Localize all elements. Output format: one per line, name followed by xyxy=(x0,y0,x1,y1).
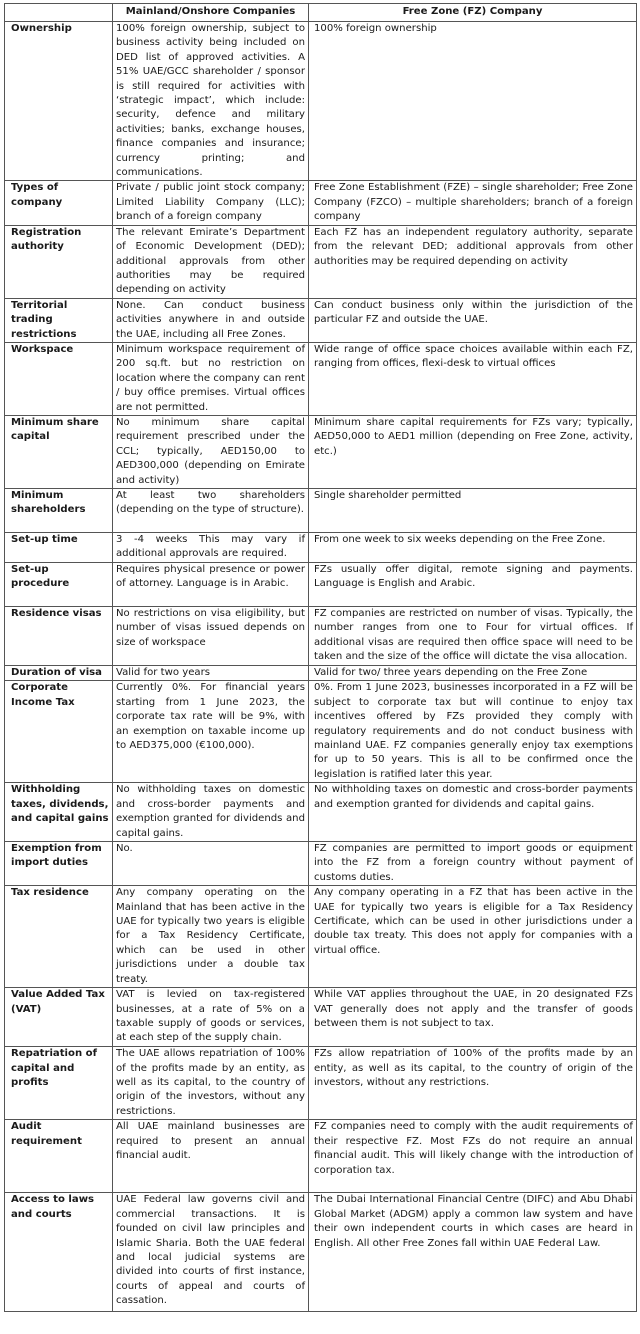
row-label: Duration of visa xyxy=(5,666,113,681)
table-row xyxy=(5,607,637,666)
row-label: Residence visas xyxy=(5,607,113,666)
freezone-cell: Each FZ has an independent regulatory authority, separate from the relevant DED; additional approvals from other authorities may be required depending on activity xyxy=(309,225,637,298)
freezone-cell: FZs usually offer digital, remote signing and payments. Language is English and Arabic. xyxy=(309,563,637,607)
freezone-cell: 0%. From 1 June 2023, businesses incorporated in a FZ will be subject to corporate tax but will continue to enjoy tax incentives offered by FZs provided they comply with regulatory requirements and do not conduct business with mainland UAE. FZ companies generally enjoy tax exemptions for up to 50 years. This is all to be confirmed once the legislation is ratified later this year. xyxy=(309,681,637,783)
freezone-cell: Single shareholder permitted xyxy=(309,489,637,533)
table-row xyxy=(5,415,637,488)
table-row xyxy=(5,22,637,181)
mainland-cell: At least two shareholders (depending on the type of structure). xyxy=(113,489,309,533)
freezone-cell: Wide range of office space choices available within each FZ, ranging from offices, flexi-desk to virtual offices xyxy=(309,342,637,415)
row-label: Tax residence xyxy=(5,886,113,988)
freezone-cell: FZ companies are restricted on number of visas. Typically, the number ranges from one to Four for virtual offices. If additional visas are required then office space will need to be taken and the size of the office will dictate the visa allocation. xyxy=(309,607,637,666)
mainland-cell: Private / public joint stock company; Limited Liability Company (LLC); branch of a foreign company xyxy=(113,181,309,225)
row-label: Territorial trading restrictions xyxy=(5,298,113,342)
mainland-cell: Requires physical presence or power of attorney. Language is in Arabic. xyxy=(113,563,309,607)
mainland-cell: VAT is levied on tax-registered businesses, at a rate of 5% on a taxable supply of goods or services, at each step of the supply chain. xyxy=(113,988,309,1047)
mainland-cell: Valid for two years xyxy=(113,666,309,681)
row-label: Types of company xyxy=(5,181,113,225)
mainland-cell: The UAE allows repatriation of 100% of the profits made by an entity, as well as its capital, to the country of origin of the investors, without any restrictions. xyxy=(113,1047,309,1120)
table-row xyxy=(5,1120,637,1193)
freezone-cell: No withholding taxes on domestic and cross-border payments and exemption granted for dividends and capital gains. xyxy=(309,783,637,842)
row-label: Registration authority xyxy=(5,225,113,298)
mainland-cell: UAE Federal law governs civil and commercial transactions. It is founded on civil law principles and Islamic Sharia. Both the UAE federal and local judicial systems are divided into courts of first instance, courts of appeal and courts of cassation. xyxy=(113,1193,309,1312)
table-row xyxy=(5,563,637,607)
table-row xyxy=(5,842,637,886)
header-empty-cell xyxy=(5,4,113,22)
row-label: Repatriation of capital and profits xyxy=(5,1047,113,1120)
comparison-table xyxy=(4,3,637,1312)
mainland-cell: No. xyxy=(113,842,309,886)
freezone-cell: From one week to six weeks depending on the Free Zone. xyxy=(309,533,637,563)
table-row xyxy=(5,533,637,563)
row-label: Audit requirement xyxy=(5,1120,113,1193)
freezone-cell: Free Zone Establishment (FZE) – single shareholder; Free Zone Company (FZCO) – multiple shareholders; branch of a foreign company xyxy=(309,181,637,225)
row-label: Withholding taxes, dividends, and capital gains xyxy=(5,783,113,842)
mainland-cell: No minimum share capital requirement prescribed under the CCL; typically, AED150,00 to AED300,000 (depending on Emirate and activity) xyxy=(113,415,309,488)
freezone-cell: While VAT applies throughout the UAE, in 20 designated FZs VAT generally does not apply and the transfer of goods between them is not subject to tax. xyxy=(309,988,637,1047)
row-label: Set-up procedure xyxy=(5,563,113,607)
freezone-cell: Can conduct business only within the jurisdiction of the particular FZ and outside the UAE. xyxy=(309,298,637,342)
header-mainland: Mainland/Onshore Companies xyxy=(113,4,309,22)
mainland-cell: None. Can conduct business activities anywhere in and outside the UAE, including all Free Zones. xyxy=(113,298,309,342)
row-label: Ownership xyxy=(5,22,113,181)
table-row xyxy=(5,666,637,681)
table-row xyxy=(5,1193,637,1312)
mainland-cell: Currently 0%. For financial years starting from 1 June 2023, the corporate tax rate will be 9%, with an exemption on taxable income up to AED375,000 (€100,000). xyxy=(113,681,309,783)
table-row xyxy=(5,342,637,415)
row-label: Corporate Income Tax xyxy=(5,681,113,783)
row-label: Value Added Tax (VAT) xyxy=(5,988,113,1047)
row-label: Exemption from import duties xyxy=(5,842,113,886)
freezone-cell: Any company operating in a FZ that has been active in the UAE for typically two years is eligible for a Tax Residency Certificate, which can be used in other jurisdictions under a double tax treaty. This does not apply for companies with a virtual office. xyxy=(309,886,637,988)
table-row xyxy=(5,181,637,225)
table-row xyxy=(5,298,637,342)
freezone-cell: Valid for two/ three years depending on the Free Zone xyxy=(309,666,637,681)
mainland-cell: 100% foreign ownership, subject to business activity being included on DED list of approved activities. A 51% UAE/GCC shareholder / sponsor is still required for activities with ‘strategic impact’, which include: security, defence and military activities; banks, exchange houses, finance companies and insurance; currency printing; and communications. xyxy=(113,22,309,181)
freezone-cell: FZ companies are permitted to import goods or equipment into the FZ from a foreign country without payment of customs duties. xyxy=(309,842,637,886)
row-label: Set-up time xyxy=(5,533,113,563)
table-row xyxy=(5,988,637,1047)
freezone-cell: FZs allow repatriation of 100% of the profits made by an entity, as well as its capital, to the country of origin of the investors, without any restrictions. xyxy=(309,1047,637,1120)
table-row xyxy=(5,681,637,783)
row-label: Access to laws and courts xyxy=(5,1193,113,1312)
freezone-cell: FZ companies need to comply with the audit requirements of their respective FZ. Most FZs do not require an annual financial audit. This will likely change with the introduction of corporation tax. xyxy=(309,1120,637,1193)
table-row xyxy=(5,783,637,842)
table-row xyxy=(5,886,637,988)
mainland-cell: No withholding taxes on domestic and cross-border payments and exemption granted for dividends and capital gains. xyxy=(113,783,309,842)
mainland-cell: No restrictions on visa eligibility, but number of visas issued depends on size of workspace xyxy=(113,607,309,666)
mainland-cell: Minimum workspace requirement of 200 sq.ft. but no restriction on location where the company can rent / buy office premises. Virtual offices are not permitted. xyxy=(113,342,309,415)
row-label: Minimum share capital xyxy=(5,415,113,488)
header-freezone: Free Zone (FZ) Company xyxy=(309,4,637,22)
table-row xyxy=(5,225,637,298)
freezone-cell: 100% foreign ownership xyxy=(309,22,637,181)
row-label: Minimum shareholders xyxy=(5,489,113,533)
table-row xyxy=(5,489,637,533)
table-row xyxy=(5,1047,637,1120)
mainland-cell: 3 -4 weeks This may vary if additional approvals are required. xyxy=(113,533,309,563)
mainland-cell: The relevant Emirate’s Department of Economic Development (DED); additional approvals from other authorities may be required depending on activity xyxy=(113,225,309,298)
mainland-cell: Any company operating on the Mainland that has been active in the UAE for typically two years is eligible for a Tax Residency Certificate, which can be used in other jurisdictions under a double tax treaty. xyxy=(113,886,309,988)
freezone-cell: The Dubai International Financial Centre (DIFC) and Abu Dhabi Global Market (ADGM) apply a common law system and have their own independent courts in which cases are heard in English. All other Free Zones fall within UAE Federal Law. xyxy=(309,1193,637,1312)
row-label: Workspace xyxy=(5,342,113,415)
mainland-cell: All UAE mainland businesses are required to present an annual financial audit. xyxy=(113,1120,309,1193)
table-header-row xyxy=(5,4,637,22)
freezone-cell: Minimum share capital requirements for FZs vary; typically, AED50,000 to AED1 million (depending on Free Zone, activity, etc.) xyxy=(309,415,637,488)
